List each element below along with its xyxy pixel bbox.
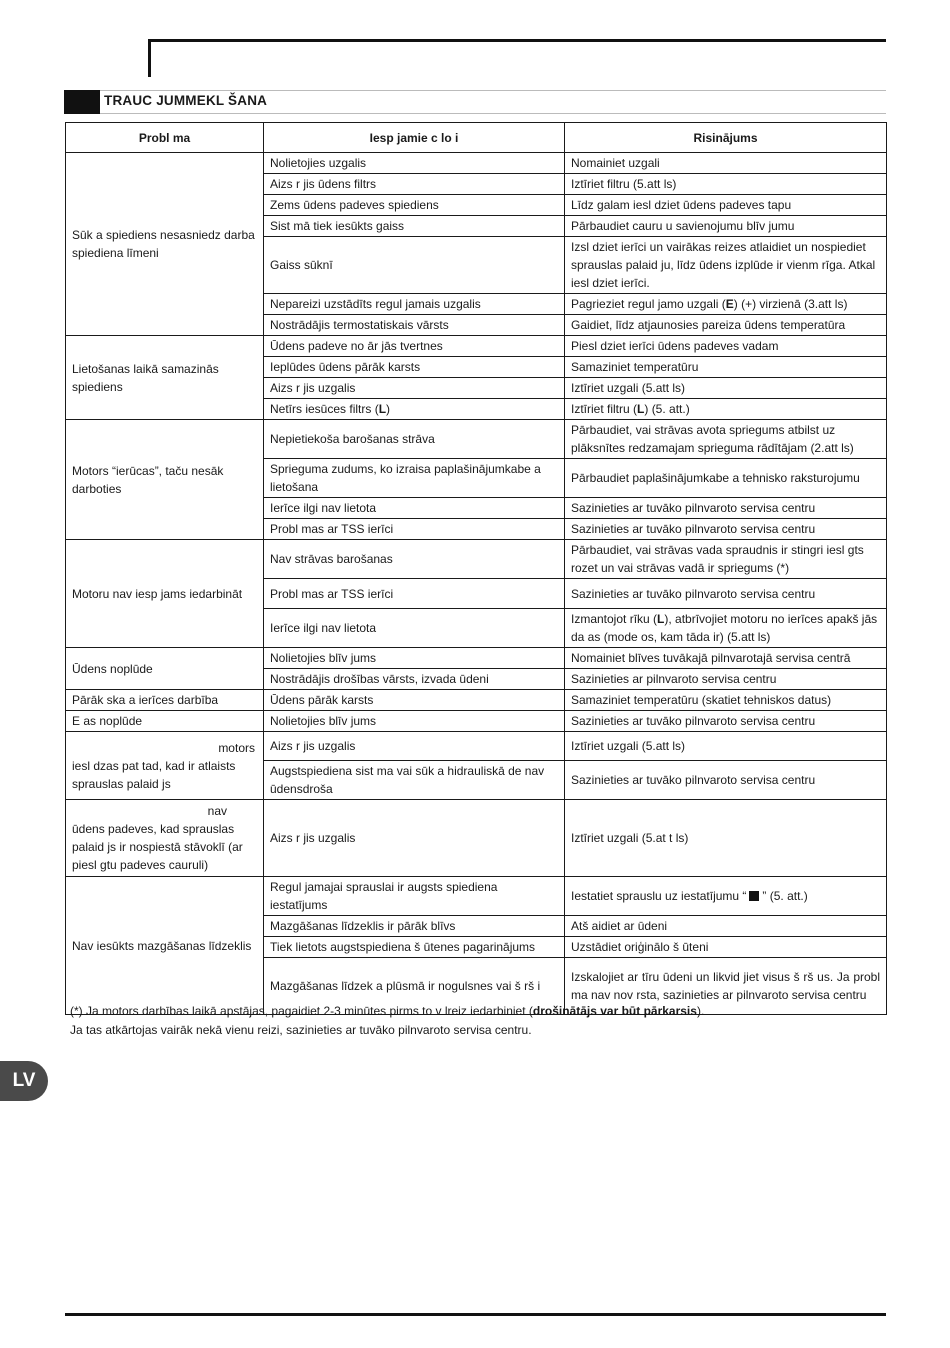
part-letter: L (378, 402, 387, 416)
cause-cell: Augstspiediena sist ma vai sūk a hidrauliskā de nav ūdensdroša (264, 761, 565, 800)
table-row (66, 540, 887, 579)
solution-cell: Līdz galam iesl dziet ūdens padeves tapu (565, 195, 887, 216)
problem-line-right: nav (207, 804, 227, 818)
table-row (66, 153, 887, 174)
solution-text: ) (+) virzienā (3.att ls) (733, 297, 848, 311)
top-rule-vertical (148, 39, 151, 77)
solution-cell: Sazinieties ar pilnvaroto servisa centru (565, 669, 887, 690)
problem-cell (66, 800, 264, 877)
solution-text: ) (5. att.) (644, 402, 690, 416)
solution-cell: Pārbaudiet, vai strāvas avota spriegums atbilst uz plāksnītes redzamajam sprieguma rādītājam (2.att ls) (565, 420, 887, 459)
part-letter: E (725, 297, 734, 311)
section-marker (64, 90, 100, 114)
footnote (70, 1002, 704, 1040)
solution-cell (565, 294, 887, 315)
cause-cell: Mazgāšanas līdzeklis ir pārāk blīvs (264, 916, 565, 937)
top-rule-horizontal (148, 39, 886, 42)
table-row (66, 336, 887, 357)
cause-cell: Nav strāvas barošanas (264, 540, 565, 579)
solution-text: Iestatiet sprauslu uz iestatījumu “ (571, 889, 747, 903)
cause-cell: Probl mas ar TSS ierīci (264, 579, 565, 609)
cause-cell: Mazgāšanas līdzek a plūsmā ir nogulsnes vai š rš i (264, 958, 565, 1015)
footnote-text: ). (696, 1004, 705, 1018)
cause-cell (264, 399, 565, 420)
part-letter: L (637, 402, 645, 416)
solution-cell: Nomainiet blīves tuvākajā pilnvarotajā servisa centrā (565, 648, 887, 669)
cause-cell: Nostrādājis drošības vārsts, izvada ūdeni (264, 669, 565, 690)
problem-cell (66, 732, 264, 800)
bottom-rule (65, 1313, 886, 1316)
solution-cell: Nomainiet uzgali (565, 153, 887, 174)
cause-cell: Ierīce ilgi nav lietota (264, 498, 565, 519)
section-divider-bottom (100, 113, 886, 114)
footnote-line-2: Ja tas atkārtojas vairāk nekā vienu reizi, sazinieties ar tuvāko pilnvaroto servisa centru. (70, 1023, 532, 1037)
minus-square-icon (749, 891, 759, 901)
solution-cell: Pārbaudiet cauru u savienojumu blīv jumu (565, 216, 887, 237)
table-row (66, 732, 887, 761)
solution-cell: Izsl dziet ierīci un vairākas reizes atlaidiet un nospiediet sprauslas palaid ju, līdz ūdens izplūde ir vienm rīga. Atkal iesl dziet ierīci. (565, 237, 887, 294)
problem-cell: E as noplūde (66, 711, 264, 732)
cause-cell: Nolietojies blīv jums (264, 711, 565, 732)
solution-cell (565, 399, 887, 420)
footnote-text: (*) Ja motors darbības laikā apstājas, pagaidiet 2-3 minūtes pirms to v lreiz iedarbiniet ( (70, 1004, 533, 1018)
solution-cell: Iztīriet uzgali (5.att ls) (565, 732, 887, 761)
solution-text: ), atbrīvojiet motoru no ierīces apakš jās da as (mode os, kam tāda ir) (5.att ls) (571, 612, 878, 644)
solution-cell: Samaziniet temperatūru (skatiet tehniskos datus) (565, 690, 887, 711)
header-problem: Probl ma (66, 123, 264, 153)
table-header-row (66, 123, 887, 153)
header-cause: Iesp jamie c lo i (264, 123, 565, 153)
cause-cell: Aizs r jis uzgalis (264, 800, 565, 877)
cause-cell: Ūdens padeve no ār jās tvertnes (264, 336, 565, 357)
section-title: TRAUC JUMMEKL ŠANA (104, 93, 268, 108)
solution-cell: Sazinieties ar tuvāko pilnvaroto servisa centru (565, 761, 887, 800)
footnote-line-1 (70, 1002, 704, 1021)
troubleshooting-table (65, 122, 887, 1015)
cause-cell: Sprieguma zudums, ko izraisa paplašinājumkabe a lietošana (264, 459, 565, 498)
problem-cell: Lietošanas laikā samazinās spiediens (66, 336, 264, 420)
problem-cell: Pārāk ska a ierīces darbība (66, 690, 264, 711)
language-tab: LV (0, 1061, 48, 1101)
solution-cell: Iztīriet uzgali (5.at t ls) (565, 800, 887, 877)
table-row (66, 690, 887, 711)
solution-text: Iztīriet filtru ( (571, 402, 638, 416)
cause-cell: Aizs r jis uzgalis (264, 732, 565, 761)
solution-cell: Pārbaudiet paplašinājumkabe a tehnisko raksturojumu (565, 459, 887, 498)
solution-cell: Iztīriet filtru (5.att ls) (565, 174, 887, 195)
cause-cell: Ūdens pārāk karsts (264, 690, 565, 711)
solution-cell (565, 877, 887, 916)
part-letter: L (657, 612, 665, 626)
solution-cell (565, 609, 887, 648)
table-row (66, 711, 887, 732)
solution-text: ” (5. att.) (762, 889, 808, 903)
solution-text: Pagrieziet regul jamo uzgali ( (571, 297, 726, 311)
solution-cell: Sazinieties ar tuvāko pilnvaroto servisa centru (565, 519, 887, 540)
problem-line-right: motors (218, 740, 255, 755)
problem-cell: Ūdens noplūde (66, 648, 264, 690)
cause-cell: Ierīce ilgi nav lietota (264, 609, 565, 648)
cause-cell: Tiek lietots augstspiediena š ūtenes pagarinājums (264, 937, 565, 958)
solution-cell: Sazinieties ar tuvāko pilnvaroto servisa centru (565, 579, 887, 609)
cause-cell: Nolietojies blīv jums (264, 648, 565, 669)
footnote-emphasis: drošinātājs var būt pārkarsis (532, 1004, 697, 1018)
table-row (66, 420, 887, 459)
cause-cell: Nostrādājis termostatiskais vārsts (264, 315, 565, 336)
solution-cell: Gaidiet, līdz atjaunosies pareiza ūdens temperatūra (565, 315, 887, 336)
solution-cell: Sazinieties ar tuvāko pilnvaroto servisa centru (565, 498, 887, 519)
solution-cell: Atš aidiet ar ūdeni (565, 916, 887, 937)
cause-cell: Nepietiekoša barošanas strāva (264, 420, 565, 459)
solution-cell: Sazinieties ar tuvāko pilnvaroto servisa centru (565, 711, 887, 732)
solution-cell: Iztīriet uzgali (5.att ls) (565, 378, 887, 399)
table-row (66, 648, 887, 669)
cause-cell: Gaiss sūknī (264, 237, 565, 294)
cause-cell: Nepareizi uzstādīts regul jamais uzgalis (264, 294, 565, 315)
cause-cell: Sist mā tiek iesūkts gaiss (264, 216, 565, 237)
table-row (66, 877, 887, 916)
table-row (66, 800, 887, 877)
solution-cell: Samaziniet temperatūru (565, 357, 887, 378)
cause-text: ) (386, 402, 391, 416)
problem-cell: Sūk a spiediens nesasniedz darba spiediena līmeni (66, 153, 264, 336)
cause-cell: Aizs r jis ūdens filtrs (264, 174, 565, 195)
solution-text: Izmantojot rīku ( (571, 612, 658, 626)
cause-cell: Zems ūdens padeves spiediens (264, 195, 565, 216)
cause-cell: Regul jamajai sprauslai ir augsts spiediena iestatījums (264, 877, 565, 916)
problem-cell: Motors “ierūcas”, taču nesāk darboties (66, 420, 264, 540)
solution-cell: Piesl dziet ierīci ūdens padeves vadam (565, 336, 887, 357)
cause-cell: Probl mas ar TSS ierīci (264, 519, 565, 540)
solution-cell: Pārbaudiet, vai strāvas vada spraudnis ir stingri iesl gts rozet un vai strāvas vadā ir spriegums (*) (565, 540, 887, 579)
cause-text: Netīrs iesūces filtrs ( (270, 402, 379, 416)
cause-cell: Aizs r jis uzgalis (264, 378, 565, 399)
header-solution: Risinājums (565, 123, 887, 153)
problem-text: ūdens padeves, kad sprauslas palaid js ir nospiestā stāvoklī (ar piesl gtu padeves cauruli) (72, 822, 243, 872)
solution-cell: Uzstādiet oriģinālo š ūteni (565, 937, 887, 958)
solution-cell: Izskalojiet ar tīru ūdeni un likvid jiet visus š rš us. Ja probl ma nav nov rsta, sazinieties ar pilnvaroto servisa centru (565, 958, 887, 1015)
problem-text: iesl dzas pat tad, kad ir atlaists sprauslas palaid js (72, 758, 236, 791)
problem-cell: Nav iesūkts mazgāšanas līdzeklis (66, 877, 264, 1015)
cause-cell: Ieplūdes ūdens pārāk karsts (264, 357, 565, 378)
cause-cell: Nolietojies uzgalis (264, 153, 565, 174)
problem-cell: Motoru nav iesp jams iedarbināt (66, 540, 264, 648)
section-divider-top (100, 90, 886, 91)
